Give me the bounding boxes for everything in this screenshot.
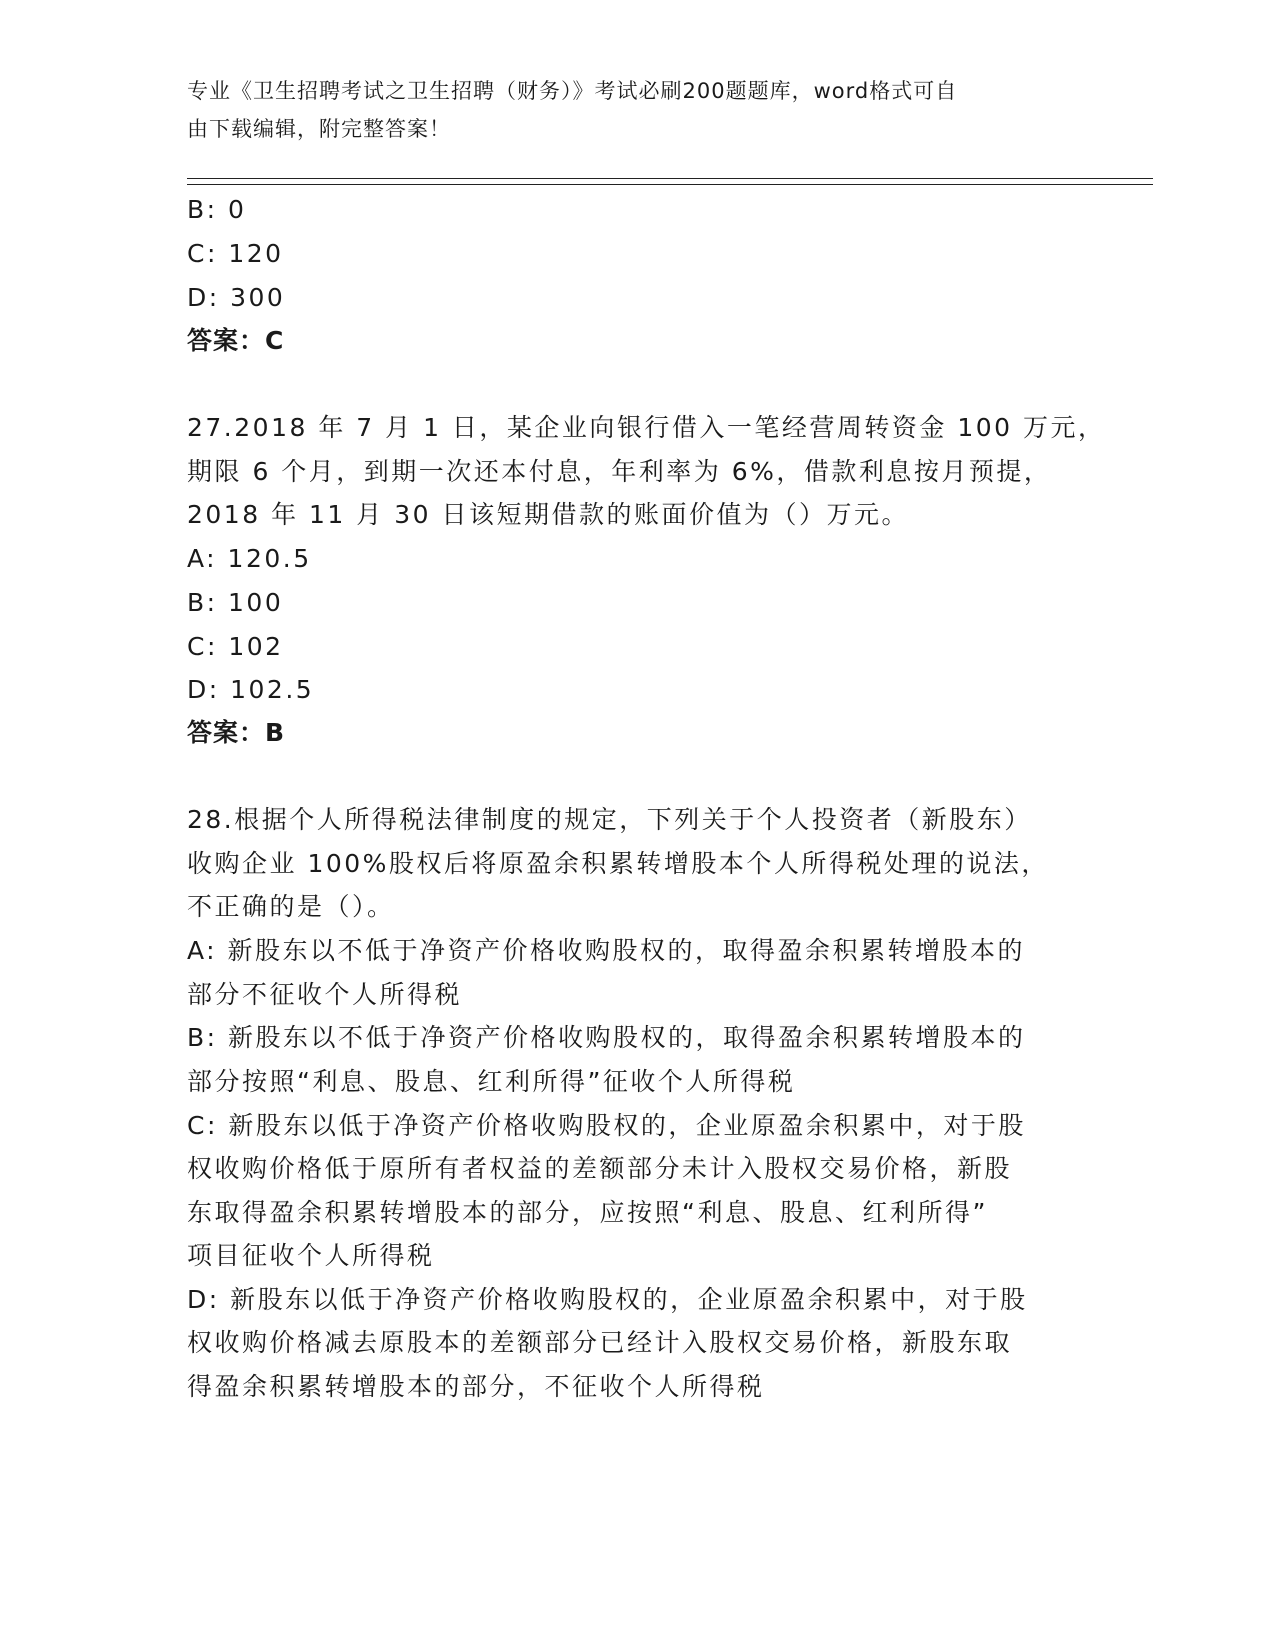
q27-option-d: D: 102.5 <box>187 675 315 704</box>
q28-option-c-line-3: 东取得盈余积累转增股本的部分，应按照“利息、股息、红利所得” <box>187 1198 988 1227</box>
prev-option-c: C: 120 <box>187 239 284 268</box>
q28-option-c-line-1: C: 新股东以低于净资产价格收购股权的，企业原盈余积累中，对于股 <box>187 1111 1026 1140</box>
header-divider-bottom <box>187 184 1153 185</box>
q28-option-d-line-2: 权收购价格减去原股本的差额部分已经计入股权交易价格，新股东取 <box>187 1328 1013 1357</box>
document-header <box>187 72 1067 148</box>
q28-option-a-line-1: A: 新股东以不低于净资产价格收购股权的，取得盈余积累转增股本的 <box>187 936 1026 965</box>
prev-option-d: D: 300 <box>187 283 286 312</box>
q28-option-c-line-4: 项目征收个人所得税 <box>187 1241 435 1270</box>
prev-answer: 答案：C <box>187 326 285 355</box>
header-line-2: 由下载编辑，附完整答案！ <box>187 117 451 141</box>
q27-option-b: B: 100 <box>187 588 284 617</box>
header-line-1: 专业《卫生招聘考试之卫生招聘（财务）》考试必刷200题题库，word格式可自 <box>187 79 958 103</box>
q28-option-a-line-2: 部分不征收个人所得税 <box>187 980 463 1009</box>
q28-option-d-line-1: D: 新股东以低于净资产价格收购股权的，企业原盈余积累中，对于股 <box>187 1285 1028 1314</box>
q27-answer: 答案：B <box>187 718 286 747</box>
q28-option-b-line-1: B: 新股东以不低于净资产价格收购股权的，取得盈余积累转增股本的 <box>187 1023 1026 1052</box>
header-divider-top <box>187 178 1153 179</box>
q27-stem-line-2: 期限 6 个月，到期一次还本付息，年利率为 6%，借款利息按月预提， <box>187 457 1052 486</box>
q28-option-d-line-3: 得盈余积累转增股本的部分，不征收个人所得税 <box>187 1372 765 1401</box>
q27-option-c: C: 102 <box>187 632 284 661</box>
q27-stem-line-1: 27.2018 年 7 月 1 日，某企业向银行借入一笔经营周转资金 100 万元， <box>187 413 1106 442</box>
q28-stem-line-2: 收购企业 100%股权后将原盈余积累转增股本个人所得税处理的说法， <box>187 849 1049 878</box>
q28-stem-line-1: 28.根据个人所得税法律制度的规定，下列关于个人投资者（新股东） <box>187 805 1032 834</box>
q28-option-c-line-2: 权收购价格低于原所有者权益的差额部分未计入股权交易价格，新股 <box>187 1154 1013 1183</box>
q28-option-b-line-2: 部分按照“利息、股息、红利所得”征收个人所得税 <box>187 1067 796 1096</box>
prev-option-b: B: 0 <box>187 195 247 224</box>
q27-option-a: A: 120.5 <box>187 544 312 573</box>
q27-stem-line-3: 2018 年 11 月 30 日该短期借款的账面价值为（）万元。 <box>187 500 909 529</box>
q28-stem-line-3: 不正确的是（）。 <box>187 892 395 921</box>
